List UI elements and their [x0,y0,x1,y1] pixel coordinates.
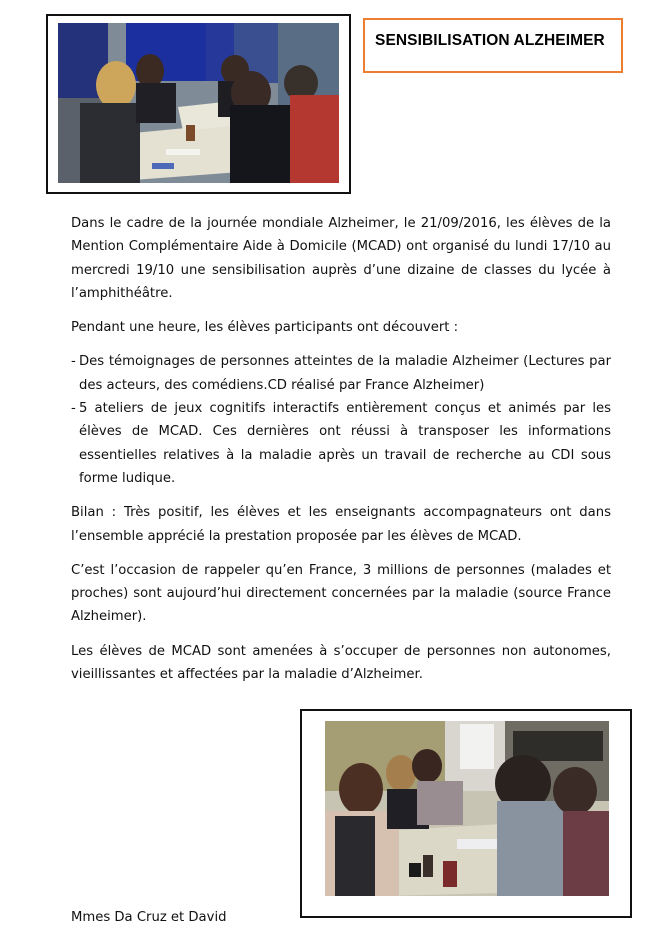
paragraph-discovery: Pendant une heure, les élèves participants ont découvert : [71,320,459,336]
activities-list [71,350,611,490]
top-photo-frame [46,14,351,194]
paragraph-occasion: C’est l’occasion de rappeler qu’en France, 3 millions de personnes (malades et proches) sont aujourd’hui directement concernées par la maladie (source France Alzheimer). [71,562,611,625]
article-body [71,212,611,697]
title-box [363,18,623,73]
workshop-photo-bottom [325,721,609,896]
list-item: - 5 ateliers de jeux cognitifs interactifs entièrement conçus et animés par les élèves de MCAD. Ces dernières ont réussi à transposer les informations essentielles relatives à la maladie après un travail de recherche au CDI sous forme ludique. [71,397,611,490]
page-title: SENSIBILISATION ALZHEIMER [375,32,605,49]
paragraph-mcad: Les élèves de MCAD sont amenées à s’occuper de personnes non autonomes, vieillissantes et affectées par la maladie d’Alzheimer. [71,643,611,683]
paragraph-bilan: Bilan : Très positif, les élèves et les enseignants accompagnateurs ont dans l’ensemble apprécié la prestation proposée par les élèves de MCAD. [71,505,611,544]
signature: Mmes Da Cruz et David [71,910,227,925]
list-item: - Des témoignages de personnes atteintes de la maladie Alzheimer (Lectures par des acteurs, des comédiens.CD réalisé par France Alzheimer) [71,350,611,397]
paragraph-intro: Dans le cadre de la journée mondiale Alzheimer, le 21/09/2016, les élèves de la Mention Complémentaire Aide à Domicile (MCAD) ont organisé du lundi 17/10 au mercredi 19/10 une sensibilisation auprès d’une dizaine de classes du lycée à l’amphithéâtre. [71,216,611,301]
workshop-photo-top [58,23,339,183]
bottom-photo-frame [300,709,632,918]
